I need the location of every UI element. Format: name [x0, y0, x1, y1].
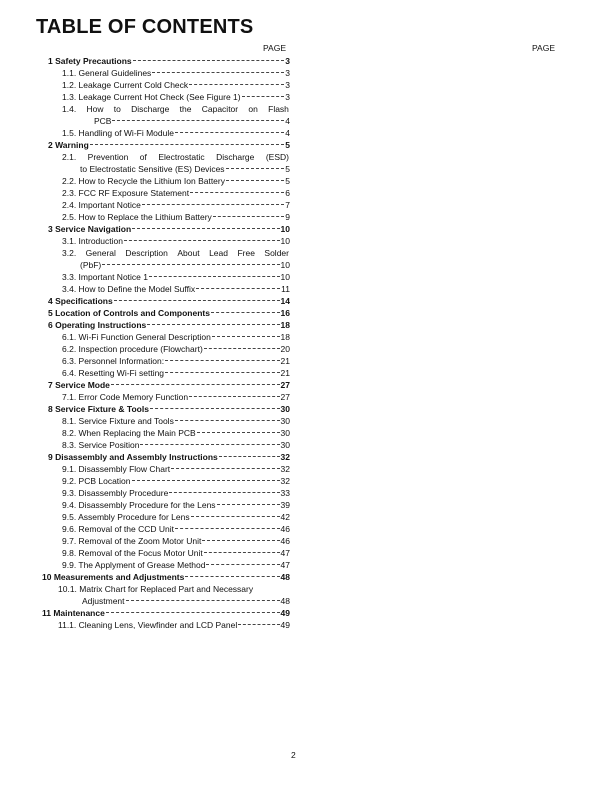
dot-leader: [114, 300, 280, 301]
toc-entry-title: 4 Specifications: [48, 296, 113, 306]
toc-entry-page: 33: [280, 488, 290, 498]
toc-entry-title: 8.2. When Replacing the Main PCB: [62, 428, 196, 438]
toc-entry-title: 7 Service Mode: [48, 380, 110, 390]
toc-entry-title: 11.1. Cleaning Lens, Viewfinder and LCD Panel: [58, 620, 238, 630]
dot-leader: [212, 336, 280, 337]
dot-leader: [90, 144, 284, 145]
toc-entry[interactable]: [36, 391, 290, 403]
toc-entry-title: 6 Operating Instructions: [48, 320, 147, 330]
dot-leader: [142, 204, 284, 205]
toc-entry-page: 30: [280, 428, 290, 438]
dot-leader: [169, 492, 279, 493]
toc-entry[interactable]: [36, 79, 290, 91]
toc-entry[interactable]: [36, 175, 290, 187]
toc-entry-title: (PbF): [80, 260, 102, 270]
toc-entry[interactable]: [36, 223, 290, 235]
toc-entry[interactable]: [36, 523, 290, 535]
toc-entry-page: 3: [285, 68, 290, 78]
toc-entry-title: 9.7. Removal of the Zoom Motor Unit: [62, 536, 202, 546]
toc-entry-title: 6.2. Inspection procedure (Flowchart): [62, 344, 203, 354]
toc-entry-title: 1.1. General Guidelines: [62, 68, 152, 78]
toc-entry[interactable]: [36, 343, 290, 355]
toc-entry-page: 10: [280, 236, 290, 246]
toc-entry-title: 1.2. Leakage Current Cold Check: [62, 80, 189, 90]
dot-leader: [165, 360, 279, 361]
toc-entry[interactable]: [36, 307, 290, 319]
toc-entry[interactable]: [36, 271, 290, 283]
dot-leader: [213, 216, 284, 217]
toc-entry-page: 32: [280, 464, 290, 474]
dot-leader: [191, 516, 280, 517]
toc-entry-word: Description: [125, 248, 168, 258]
toc-entry-word: Lead: [209, 248, 228, 258]
toc-entry-word: Discharge: [216, 152, 255, 162]
toc-entry-title: 9.6. Removal of the CCD Unit: [62, 524, 174, 534]
toc-entry[interactable]: [36, 127, 290, 139]
toc-entry[interactable]: [36, 199, 290, 211]
dot-leader: [219, 456, 280, 457]
dot-leader: [165, 372, 279, 373]
toc-entry-title: 8 Service Fixture & Tools: [48, 404, 149, 414]
toc-entry-word: Flash: [268, 104, 289, 114]
toc-entry-page: 3: [285, 80, 290, 90]
toc-entry[interactable]: [36, 91, 290, 103]
toc-entry-page: 20: [280, 344, 290, 354]
toc-entry-title: 8.3. Service Position: [62, 440, 140, 450]
toc-entry-title: 3 Service Navigation: [48, 224, 132, 234]
toc-entry-page: 46: [280, 524, 290, 534]
toc-entry[interactable]: [36, 367, 290, 379]
toc-entry-title: 3.3. Important Notice 1: [62, 272, 148, 282]
toc-entry-page: 32: [280, 452, 290, 462]
toc-entry-word: About: [177, 248, 200, 258]
toc-entry-word: the: [179, 104, 192, 114]
toc-entry[interactable]: [36, 67, 290, 79]
toc-entry-page: 5: [285, 164, 290, 174]
toc-entry-page: 9: [285, 212, 290, 222]
dot-leader: [197, 432, 280, 433]
toc-entry-word: Electrostatic: [158, 152, 205, 162]
dot-leader: [175, 528, 280, 529]
toc-entry-title: 5 Location of Controls and Components: [48, 308, 210, 318]
toc-entry-title: 2.5. How to Replace the Lithium Battery: [62, 212, 212, 222]
toc-entry-title: 2.3. FCC RF Exposure Statement: [62, 188, 190, 198]
toc-entry[interactable]: [36, 583, 290, 607]
toc-entry-title: 9.5. Assembly Procedure for Lens: [62, 512, 190, 522]
page-number: 2: [291, 750, 296, 760]
dot-leader: [102, 264, 279, 265]
toc-entry-page: 4: [285, 116, 290, 126]
toc-entry-page: 18: [280, 332, 290, 342]
toc-entry-page: 27: [280, 392, 290, 402]
toc-entry-title: 2.2. How to Recycle the Lithium Ion Battery: [62, 176, 225, 186]
toc-entry-word: on: [248, 104, 258, 114]
toc-entry[interactable]: [36, 403, 290, 415]
toc-entry-title: 9.1. Disassembly Flow Chart: [62, 464, 171, 474]
toc-entry-page: 11: [281, 284, 290, 294]
dot-leader: [202, 540, 279, 541]
toc-entry-page: 48: [280, 596, 290, 606]
toc-entry[interactable]: [36, 619, 290, 631]
toc-entry[interactable]: [36, 511, 290, 523]
page-column-label-right: PAGE: [532, 43, 555, 53]
toc-entry[interactable]: [36, 295, 290, 307]
toc-entry-title: 9.4. Disassembly Procedure for the Lens: [62, 500, 216, 510]
toc-entry-title: 3.1. Introduction: [62, 236, 123, 246]
toc-entry-page: 6: [285, 188, 290, 198]
toc-entry-page: 14: [280, 296, 290, 306]
toc-entry-page: 30: [280, 440, 290, 450]
toc-entry-title: PCB: [94, 116, 112, 126]
toc-entry[interactable]: [36, 475, 290, 487]
dot-leader: [226, 168, 285, 169]
dot-leader: [206, 564, 279, 565]
toc-entry[interactable]: [36, 355, 290, 367]
toc-entry-page: 48: [280, 572, 290, 582]
dot-leader: [106, 612, 280, 613]
toc-entry[interactable]: [36, 415, 290, 427]
toc-entry-page: 42: [280, 512, 290, 522]
toc-entry[interactable]: [36, 103, 290, 127]
toc-entry-page: 5: [285, 140, 290, 150]
toc-entry-word: of: [139, 152, 147, 162]
toc-entry[interactable]: [36, 235, 290, 247]
toc-entry-page: 30: [280, 416, 290, 426]
toc-entry-page: 47: [280, 548, 290, 558]
toc-entry-title: 9.9. The Applyment of Grease Method: [62, 560, 206, 570]
toc-entry-title: 2 Warning: [48, 140, 89, 150]
toc-entry[interactable]: [36, 607, 290, 619]
dot-leader: [112, 120, 284, 121]
page-title: TABLE OF CONTENTS: [36, 16, 254, 38]
dot-leader: [189, 396, 279, 397]
dot-leader: [189, 84, 284, 85]
dot-leader: [171, 468, 279, 469]
toc-entry-word: (ESD): [265, 152, 289, 162]
dot-leader: [211, 312, 280, 313]
dot-leader: [150, 408, 280, 409]
toc-entry-word: How: [86, 104, 104, 114]
dot-leader: [132, 480, 280, 481]
toc-entry-title: to Electrostatic Sensitive (ES) Devices: [80, 164, 225, 174]
toc-entry-title: 9.3. Disassembly Procedure: [62, 488, 169, 498]
toc-entry-page: 49: [280, 608, 290, 618]
toc-entry-title: Adjustment: [82, 596, 125, 606]
dot-leader: [217, 504, 280, 505]
dot-leader: [147, 324, 279, 325]
dot-leader: [175, 420, 280, 421]
toc-entry[interactable]: [36, 571, 290, 583]
toc-entry-page: 10: [280, 224, 290, 234]
toc-entry[interactable]: [36, 535, 290, 547]
toc-entry-word: 2.1.: [62, 152, 77, 162]
dot-leader: [196, 288, 280, 289]
toc-entry-title: 11 Maintenance: [42, 608, 105, 618]
toc-entry[interactable]: [36, 283, 290, 295]
toc-entry-title: 9.8. Removal of the Focus Motor Unit: [62, 548, 203, 558]
toc-entry[interactable]: [36, 439, 290, 451]
toc-entry-word: Prevention: [87, 152, 129, 162]
page-column-label-left: PAGE: [263, 43, 286, 53]
toc-entry-title: 10 Measurements and Adjustments: [42, 572, 185, 582]
dot-leader: [242, 96, 285, 97]
toc-entry-page: 16: [280, 308, 290, 318]
toc-entry[interactable]: [36, 379, 290, 391]
dot-leader: [133, 60, 285, 61]
dot-leader: [190, 192, 284, 193]
toc-entry-first-line: 10.1. Matrix Chart for Replaced Part and Necessary: [58, 584, 254, 594]
dot-leader: [111, 384, 280, 385]
toc-entry-title: 6.3. Personnel Information:: [62, 356, 165, 366]
toc-entry-page: 4: [285, 128, 290, 138]
toc-entry-page: 30: [280, 404, 290, 414]
toc-entry-page: 7: [285, 200, 290, 210]
toc-entry[interactable]: [36, 463, 290, 475]
toc-entry-page: 46: [280, 536, 290, 546]
toc-entry[interactable]: [36, 55, 290, 67]
toc-entry[interactable]: [36, 487, 290, 499]
toc-entry-page: 18: [280, 320, 290, 330]
toc-entry-title: 1 Safety Precautions: [48, 56, 132, 66]
toc-entry-page: 27: [280, 380, 290, 390]
dot-leader: [175, 132, 284, 133]
toc-entry[interactable]: [36, 319, 290, 331]
toc-entry[interactable]: [36, 427, 290, 439]
toc-entry-word: Capacitor: [201, 104, 239, 114]
toc-entry-word: Discharge: [131, 104, 170, 114]
dot-leader: [238, 624, 279, 625]
dot-leader: [152, 72, 284, 73]
toc-entry-page: 3: [285, 92, 290, 102]
toc-entry-page: 10: [280, 260, 290, 270]
dot-leader: [126, 600, 280, 601]
toc-entry-word: General: [85, 248, 116, 258]
toc-entry[interactable]: [36, 559, 290, 571]
dot-leader: [149, 276, 280, 277]
toc-entry-title: 2.4. Important Notice: [62, 200, 141, 210]
toc-entry-title: 9 Disassembly and Assembly Instructions: [48, 452, 218, 462]
dot-leader: [124, 240, 280, 241]
toc-entry-page: 3: [285, 56, 290, 66]
toc-entry-title: 7.1. Error Code Memory Function: [62, 392, 189, 402]
toc-entry[interactable]: [36, 139, 290, 151]
toc-entry-word: Solder: [264, 248, 289, 258]
toc-entry[interactable]: [36, 247, 290, 271]
toc-entry-word: to: [113, 104, 121, 114]
toc-entry-title: 8.1. Service Fixture and Tools: [62, 416, 174, 426]
dot-leader: [140, 444, 279, 445]
dot-leader: [204, 552, 280, 553]
toc-entry-page: 10: [280, 272, 290, 282]
dot-leader: [132, 228, 279, 229]
toc-entry-page: 21: [280, 368, 290, 378]
toc-entry-title: 3.4. How to Define the Model Suffix: [62, 284, 196, 294]
toc-entry-title: 6.4. Resetting Wi-Fi setting: [62, 368, 165, 378]
toc-entry-page: 5: [285, 176, 290, 186]
toc-entry-page: 49: [280, 620, 290, 630]
toc-entry[interactable]: [36, 499, 290, 511]
toc-entry-title: 9.2. PCB Location: [62, 476, 131, 486]
toc-entry-title: 6.1. Wi-Fi Function General Description: [62, 332, 211, 342]
toc-entry[interactable]: [36, 547, 290, 559]
toc-entry-word: 1.4.: [62, 104, 77, 114]
dot-leader: [185, 576, 279, 577]
toc-entry-word: 3.2.: [62, 248, 77, 258]
toc-entry-page: 21: [280, 356, 290, 366]
toc-entry-page: 32: [280, 476, 290, 486]
toc-entry[interactable]: [36, 211, 290, 223]
toc-entry-title: 1.5. Handling of Wi-Fi Module: [62, 128, 174, 138]
toc-entry[interactable]: [36, 451, 290, 463]
table-of-contents: [36, 55, 290, 631]
toc-entry[interactable]: [36, 151, 290, 175]
toc-entry-page: 39: [280, 500, 290, 510]
dot-leader: [226, 180, 284, 181]
toc-entry[interactable]: [36, 331, 290, 343]
toc-entry-title: 1.3. Leakage Current Hot Check (See Figure 1): [62, 92, 241, 102]
toc-entry[interactable]: [36, 187, 290, 199]
dot-leader: [204, 348, 280, 349]
toc-entry-word: Free: [237, 248, 255, 258]
toc-entry-page: 47: [280, 560, 290, 570]
